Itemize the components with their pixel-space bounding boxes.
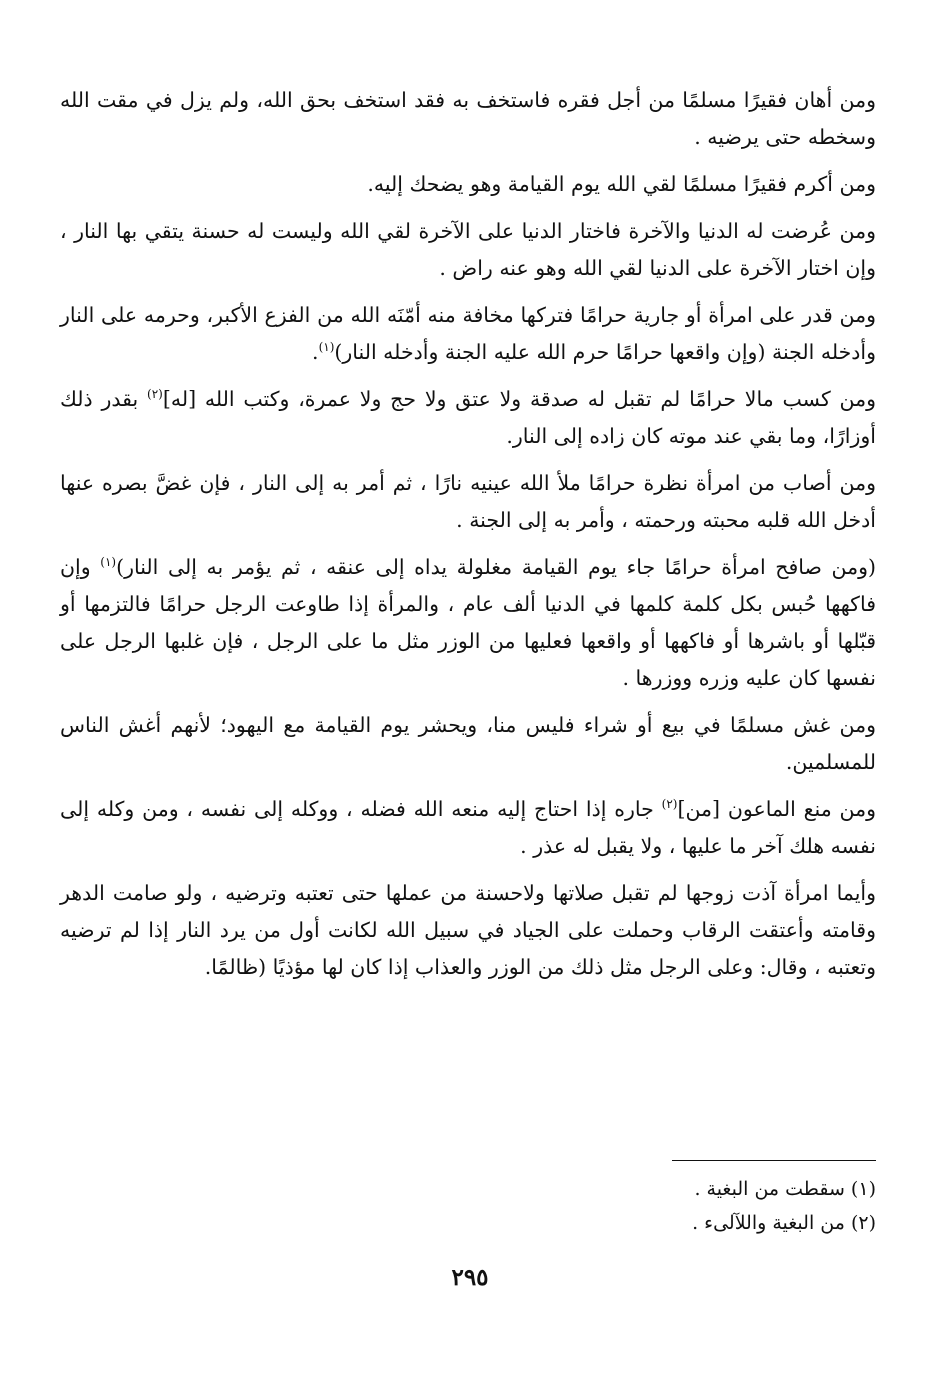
- footnote-separator: [672, 1160, 876, 1161]
- paragraph-5: [60, 381, 876, 455]
- paragraph-text: ومن منع الماعون [من]: [677, 797, 876, 821]
- paragraph-text-tail: بقدر ذلك أوزارًا، وما بقي عند موته كان زاده إلى النار.: [60, 387, 876, 448]
- paragraph-9: [60, 791, 876, 865]
- paragraph-10: [60, 875, 876, 986]
- paragraph-text-tail: .: [312, 340, 319, 364]
- footnote-reference: (٢): [661, 797, 678, 812]
- paragraph-3: [60, 213, 876, 287]
- paragraph-4: [60, 297, 876, 371]
- footnote-2: (٢) من البغية واللآلىء .: [692, 1212, 876, 1234]
- paragraph-text: (ومن صافح امرأة حرامًا جاء يوم القيامة مغلولة يداه إلى عنقه ، ثم يؤمر به إلى النار): [116, 555, 877, 579]
- paragraph-7: [60, 549, 876, 697]
- footnote-reference: (١): [100, 555, 117, 570]
- paragraph-text: وأيما امرأة آذت زوجها لم تقبل صلاتها ولاحسنة من عملها حتى تعتبه وترضيه ، ولو صامت الدهر وقامته وأعتقت الرقاب وحملت على الجياد في سبيل الله لكانت أول من يرد النار إذا لم ترضيه وتعتبه ، وقال: وعلى الرجل مثل ذلك من الوزر والعذاب إذا كان لها مؤذيًا (ظالمًا.: [60, 881, 876, 979]
- paragraph-2: [60, 166, 876, 203]
- paragraph-text: ومن أهان فقيرًا مسلمًا من أجل فقره فاستخف به فقد استخف بحق الله، ولم يزل في مقت الله وسخطه حتى يرضيه .: [60, 88, 876, 149]
- paragraph-text: ومن أكرم فقيرًا مسلمًا لقي الله يوم القيامة وهو يضحك إليه.: [367, 172, 876, 196]
- paragraph-8: [60, 707, 876, 781]
- footnote-reference: (١): [318, 340, 335, 355]
- paragraph-1: [60, 82, 876, 156]
- footnote-1: (١) سقطت من البغية .: [694, 1178, 876, 1200]
- paragraph-text: ومن أصاب من امرأة نظرة حرامًا ملأ الله عينيه نارًا ، ثم أمر به إلى النار ، فإن غضَّ بصره عنها أدخل الله قلبه محبته ورحمته ، وأمر به إلى الجنة .: [60, 471, 876, 532]
- paragraph-6: [60, 465, 876, 539]
- paragraph-text: ومن قدر على امرأة أو جارية حرامًا فتركها مخافة منه أمّنَه الله من الفزع الأكبر، وحرمه على النار وأدخله الجنة (وإن واقعها حرامًا حرم الله عليه الجنة وأدخله النار): [60, 303, 876, 364]
- paragraph-text: ومن غش مسلمًا في بيع أو شراء فليس منا، ويحشر يوم القيامة مع اليهود؛ لأنهم أغش الناس للمسلمين.: [60, 713, 876, 774]
- footnote-reference: (٢): [147, 387, 163, 402]
- paragraph-text-tail: وإن فاكهها حُبس بكل كلمة كلمها في الدنيا ألف عام ، والمرأة إذا طاوعت الرجل حرامًا فالتزمها أو قبّلها أو باشرها أو فاكهها أو واقعها فعليها من الوزر مثل ما على الرجل ، فإن غلبها الرجل على نفسها كان عليه وزره ووزرها .: [60, 555, 876, 690]
- paragraph-text-tail: جاره إذا احتاج إليه منعه الله فضله ، ووكله إلى نفسه ، ومن وكله إلى نفسه هلك آخر ما عليها ، ولا يقبل له عذر .: [60, 797, 876, 858]
- footnotes: [560, 1172, 876, 1240]
- paragraph-text: ومن كسب مالا حرامًا لم تقبل له صدقة ولا عتق ولا حج ولا عمرة، وكتب الله [له]: [162, 387, 877, 411]
- page-body: [60, 82, 876, 996]
- paragraph-text: ومن عُرضت له الدنيا والآخرة فاختار الدنيا على الآخرة لقي الله وليست له حسنة يتقي بها النار ، وإن اختار الآخرة على الدنيا لقي الله وهو عنه راض .: [60, 219, 876, 280]
- page-number: ٢٩٥: [451, 1264, 489, 1291]
